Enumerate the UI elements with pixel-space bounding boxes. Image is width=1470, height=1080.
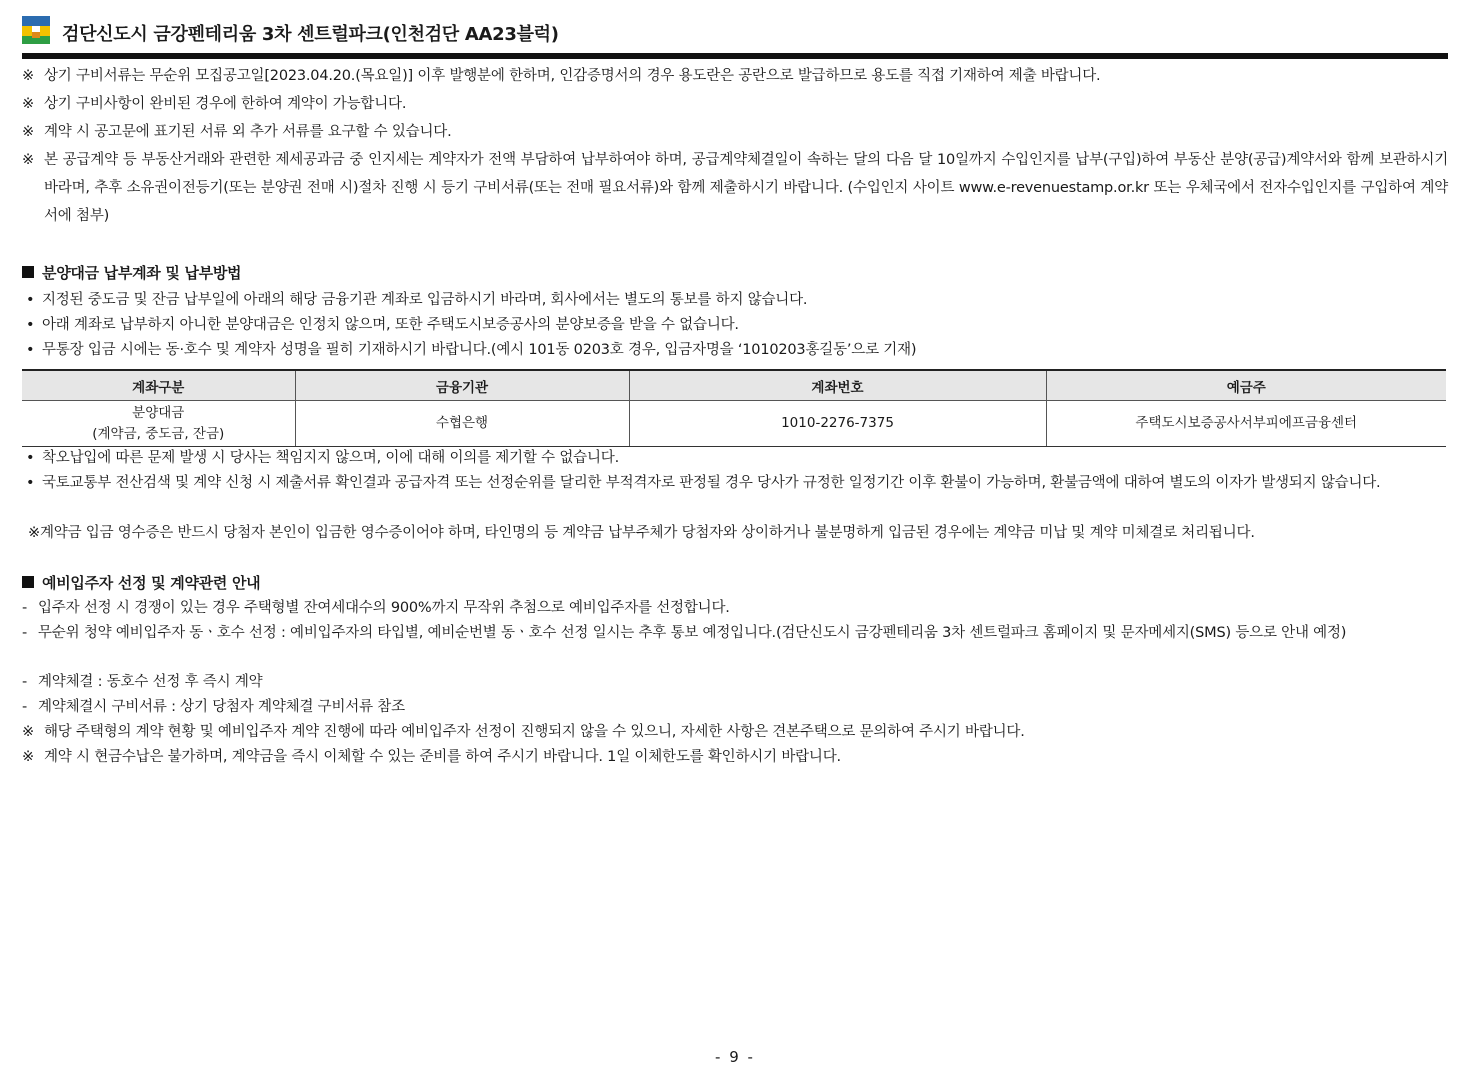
bullet-dot-icon: • [26,317,35,333]
column-header: 금융기관 [295,370,629,401]
note-text: 상기 구비서류는 무순위 모집공고일[2023.04.20.(목요일)] 이후 발행분에 한하며, 인감증명서의 경우 용도란은 공란으로 발급하므로 용도를 직접 기재하여 제출 바랍니다. [44,68,1101,84]
note-mark: ※ [22,124,34,140]
note-mark: ※ [22,152,34,168]
account-holder-cell: 주택도시보증공사서부피에프금융센터 [1046,401,1446,447]
column-header: 계좌번호 [629,370,1046,401]
list-item: - 입주자 선정 시 경쟁이 있는 경우 주택형별 잔여세대수의 900%까지 무작위 추첨으로 예비입주자를 선정합니다. [22,600,730,616]
note-mark: ※ [22,68,34,84]
note-mark: ※ [22,96,34,112]
list-item: - 계약체결시 구비서류 : 상기 당첨자 계약체결 구비서류 참조 [22,699,405,715]
list-item: • 국토교통부 전산검색 및 계약 신청 시 제출서류 확인결과 공급자격 또는 선정순위를 달리한 부적격자로 판정될 경우 당사가 규정한 일정기간 이후 환불이 가능하며, 환불금액에 대하여 별도의 이자가 발생되지 않습니다. [22,471,1448,496]
section-title-reserve: 예비입주자 선정 및 계약관련 안내 [22,572,260,593]
page-title: 검단신도시 금강펜테리움 3차 센트럴파크(인천검단 AA23블럭) [62,24,559,45]
note-text: 상기 구비사항이 완비된 경우에 한하여 계약이 가능합니다. [44,96,407,112]
list-item: - 무순위 청약 예비입주자 동ㆍ호수 선정 : 예비입주자의 타입별, 예비순번별 동ㆍ호수 선정 일시는 추후 통보 예정입니다.(검단신도시 금강펜테리움 3차 센트럴파크 홈페이지 및 문자메세지(SMS) 등으로 안내 예정) [22,625,1347,641]
account-number-cell: 1010-2276-7375 [629,401,1046,447]
note-item [22,90,1448,118]
note-item [22,146,1448,230]
list-item: • 지정된 중도금 및 잔금 납부일에 아래의 해당 금융기관 계좌로 입금하시기 바라며, 회사에서는 별도의 통보를 하지 않습니다. [22,288,1448,313]
bullet-dot-icon: • [26,292,35,308]
note-item [22,62,1448,90]
list-item: ※ 해당 주택형의 계약 현황 및 예비입주자 계약 진행에 따라 예비입주자 선정이 진행되지 않을 수 있으니, 자세한 사항은 견본주택으로 문의하여 주시기 바랍니다. [22,724,1025,740]
bank-cell: 수협은행 [295,401,629,447]
note-text: 계약 시 공고문에 표기된 서류 외 추가 서류를 요구할 수 있습니다. [44,124,452,140]
logo-icon [22,16,50,44]
list-item: - 계약체결 : 동호수 선정 후 즉시 계약 [22,674,263,690]
document-header [22,14,1448,54]
deposit-footnote: ※계약금 입금 영수증은 반드시 당첨자 본인이 입금한 영수증이어야 하며, 타인명의 등 계약금 납부주체가 당첨자와 상이하거나 불분명하게 입금된 경우에는 계약금 미납 및 계약 미체결로 처리됩니다. [28,525,1255,541]
list-item: • 아래 계좌로 납부하지 아니한 분양대금은 인정치 않으며, 또한 주택도시보증공사의 분양보증을 받을 수 없습니다. [22,313,1448,338]
square-bullet-icon [22,576,34,588]
bullet-dot-icon: • [26,475,35,491]
section-title-payment: 분양대금 납부계좌 및 납부방법 [22,262,241,283]
account-table [22,369,1446,447]
column-header: 계좌구분 [22,370,295,401]
header-divider [22,53,1448,59]
list-item: ※ 계약 시 현금수납은 불가하며, 계약금을 즉시 이체할 수 있는 준비를 하여 주시기 바랍니다. 1일 이체한도를 확인하시기 바랍니다. [22,749,841,765]
account-type-cell: 분양대금 (계약금, 중도금, 잔금) [22,401,295,447]
column-header: 예금주 [1046,370,1446,401]
note-item [22,118,1448,146]
note-text: 본 공급계약 등 부동산거래와 관련한 제세공과금 중 인지세는 계약자가 전액 부담하여 납부하여야 하며, 공급계약체결일이 속하는 달의 다음 달 10일까지 수입인지를 납부(구입)하여 부동산 분양(공급)계약서와 함께 보관하시기 바라며, 추후 소유권이전등기(또는 분양권 전매 시)절차 진행 시 등기 구비서류(또는 전매 필요서류)와 함께 제출하시기 바랍니다. (수입인지 사이트 www.e-revenuestamp.or.kr 또는 우체국에서 전자수입인지를 구입하여 계약서에 첨부) [44,152,1448,224]
list-item: • 착오납입에 따른 문제 발생 시 당사는 책임지지 않으며, 이에 대해 이의를 제기할 수 없습니다. [22,446,1448,471]
requirement-notes [22,62,1448,230]
table-header-row [22,370,1446,401]
bullet-dot-icon: • [26,450,35,466]
list-item: • 무통장 입금 시에는 동·호수 및 계약자 성명을 필히 기재하시기 바랍니다.(예시 101동 0203호 경우, 입금자명을 ‘1010203홍길동’으로 기재) [22,338,1448,363]
bullet-dot-icon: • [26,342,35,358]
table-row [22,401,1446,447]
page-number: - 9 - [715,1048,755,1066]
square-bullet-icon [22,266,34,278]
